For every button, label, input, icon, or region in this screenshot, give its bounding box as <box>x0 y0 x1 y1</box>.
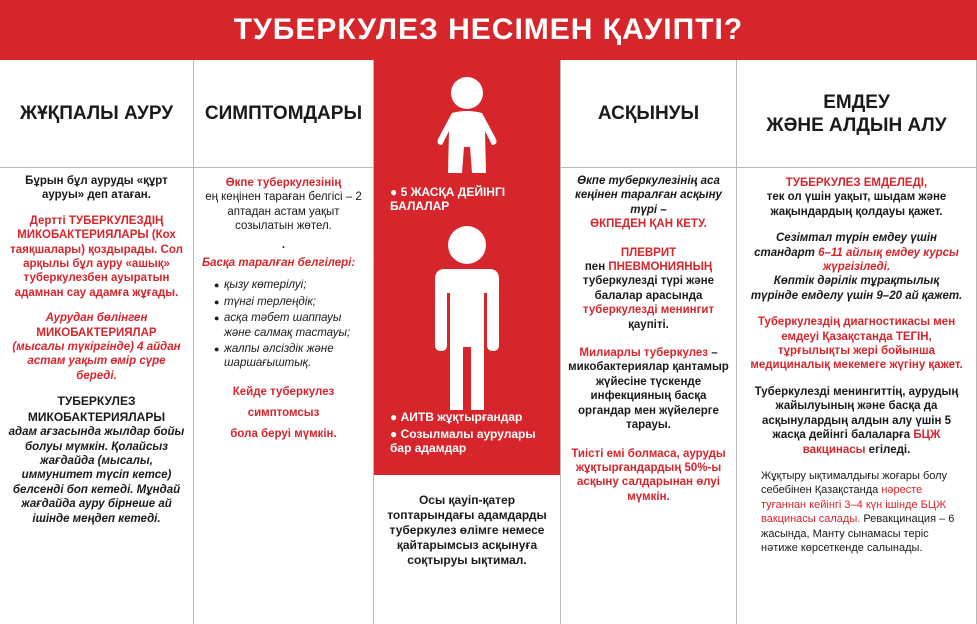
pleurisy-text: ПЛЕВРИТ пен ПНЕВМОНИЯНЫҢ туберкулезді түрі және балалар арасында туберкулезді менингит қаупіті. <box>582 246 715 331</box>
main-symptom-text: Өкпе туберкулезінің ең кеңінен тараған белгісі – 2 аптадан астам уақыт созылатын жөтел. <box>205 177 362 233</box>
children-label: ● 5 ЖАСҚА ДЕЙІНГІ БАЛАЛАР <box>390 185 506 213</box>
hiv-label: ● АИТВ жұқтырғандар <box>390 410 523 424</box>
column-symptoms <box>194 60 374 624</box>
column-treatment-prevention <box>737 60 977 624</box>
column-body <box>194 176 373 456</box>
list-item: ● қызу көтерілуі; <box>214 278 365 292</box>
column-body <box>0 174 193 537</box>
miliary-text: Милиарлы туберкулез – микобактериялар қантамыр жүйесіне түскенде инфекцияның басқа органдар мен жүйелерге тарауы. <box>568 347 729 432</box>
list-item: ● жалпы әлсіздік және шаршағыштық. <box>214 342 365 371</box>
symptom-list <box>202 278 365 370</box>
bleeding-text: Өкпе туберкулезінің аса кеңінен таралған асқыну түрі – ӨКПЕДЕН ҚАН КЕТУ. <box>575 175 722 231</box>
column-header: СИМПТОМДАРЫ <box>194 60 373 168</box>
latency-text: ТУБЕРКУЛЕЗ МИКОБАКТЕРИЯЛАРЫ адам ағзасында жылдар бойы болуы мүмкін. Қолайсыз жағдайда (мысалы, иммунитет түсіп кетсе) белсенді боп кетеді. Мұндай жағдайда ауру бірнеше ай ішінде меңдеп кетеді. <box>8 394 185 525</box>
other-symptoms-heading: Басқа таралған белгілері: <box>202 257 356 270</box>
history-text: Бұрын бұл ауруды «құрт ауруы» деп атаған. <box>25 175 168 202</box>
bcg-text: Туберкулезді менингиттің, аурудың жайылуының және басқа да асқынулардың алдын алу үшін 5 жасқа дейінгі балаларға БЦЖ вакцинасы егіледі. <box>754 385 959 456</box>
chronic-label: ● Созылмалы аурулары бар адамдар <box>390 427 536 455</box>
column-header: ЕМДЕУ ЖӘНЕ АЛДЫН АЛУ <box>737 60 976 168</box>
list-item: ● асқа тәбет шаппауы және салмақ тастауы; <box>214 311 365 340</box>
cause-text: Дертті ТУБЕРКУЛЕЗДІҢ МИКОБАКТЕРИЯЛАРЫ (Кох таяқшалары) қоздырады. Сол арқылы бұл ауру «ашық» туберкулезбен ауыратын адамнан сау адамға жұғады. <box>10 214 183 299</box>
column-risk-groups <box>374 60 560 624</box>
survival-text: Аурудан бөлінген МИКОБАКТЕРИЯЛАР (мысалы түкіргінде) 4 айдан астам уақыт өмір сүре береді. <box>12 312 181 382</box>
treatment-duration-text: Сезімтал түрін емдеу үшін стандарт 6–11 айлық емдеу курсы жүргізіледі. Көптік дәрілік тұрақтылық түрінде емделу үшін 9–20 ай қажет. <box>750 232 963 302</box>
title-banner <box>0 0 977 60</box>
newborn-vaccination-text: Жұқтыру ықтималдығы жоғары болу себебінен Қазақстанда нәресте туғаннан кейінгі 3–4 күн ішінде БЦЖ вакцинасы салады. Ревакцинация – 6 жасында, Манту сынамасы теріс нәтиже көрсеткенде салынады. <box>761 469 955 554</box>
column-body <box>561 174 736 515</box>
column-body <box>737 176 976 566</box>
child-silhouette-icon <box>432 75 502 175</box>
adult-silhouette-icon <box>427 225 507 415</box>
free-treatment-text: Туберкулездің диагностикасы мен емдеуі Қазақстанда ТЕГІН, тұрғылықты жері бойынша медициналық мекемеге жүгіну қажет. <box>750 316 963 372</box>
risk-warning-text: Осы қауіп-қатер топтарындағы адамдарды туберкулез өлімге немесе қайтарымсыз асқынуға соқтыруы ықтимал. <box>374 475 560 624</box>
list-item: ● түнгі терлеңдік; <box>214 295 365 309</box>
column-complications <box>560 60 737 624</box>
dot-mark: . <box>281 238 286 251</box>
column-header: АСҚЫНУЫ <box>561 60 736 168</box>
risk-groups-panel <box>374 60 560 475</box>
column-infectious-disease <box>0 60 194 624</box>
mortality-text: Тиісті емі болмаса, ауруды жұқтырғандардың 50%-ы асқыну салдарынан өлуі мүмкін. <box>571 447 726 503</box>
asymptomatic-text: Кейде туберкулез симптомсыз бола беруі мүмкін. <box>230 385 337 440</box>
curable-text: ТУБЕРКУЛЕЗ ЕМДЕЛЕДІ, тек ол үшін уақыт, шыдам және жақындардың қолдауы қажет. <box>766 177 947 218</box>
column-header: ЖҰҚПАЛЫ АУРУ <box>0 60 193 168</box>
page-title: ТУБЕРКУЛЕЗ НЕСІМЕН ҚАУІПТІ? <box>233 13 744 46</box>
